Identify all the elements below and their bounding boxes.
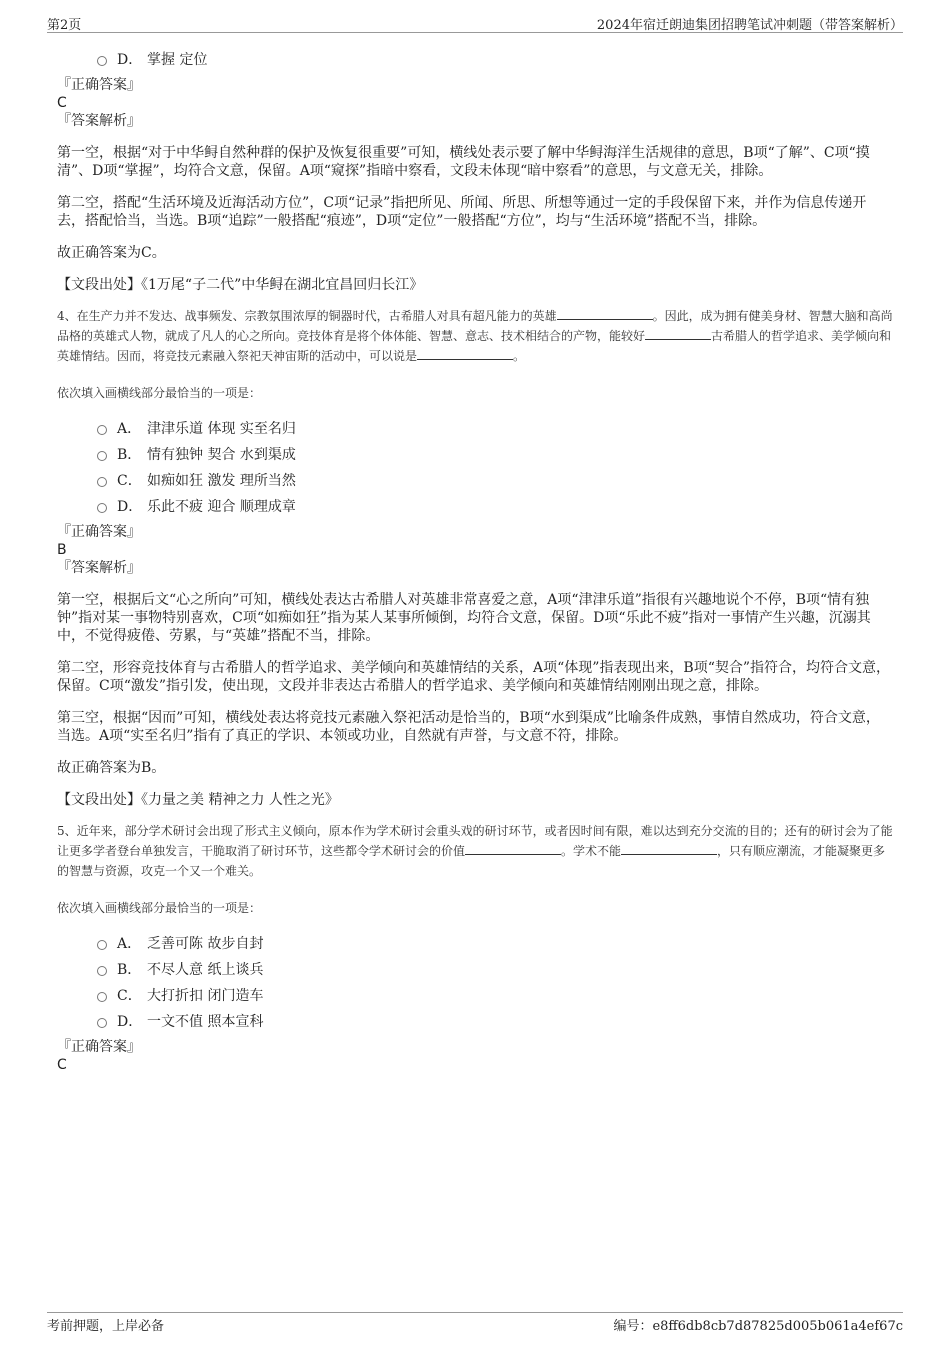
- q5-options: [57, 930, 893, 1034]
- q5-stem: 5、近年来，部分学术研讨会出现了形式主义倾向，原本作为学术研讨会重头戏的研讨环节，或者因时间有限，难以达到充分交流的目的；还有的研讨会为了能让更多学者登台单独发言，干脆取消了研讨环节，这些都令学术研讨会的价值 。学术不能 ，只有顺应潮流，才能凝聚更多的智慧与资源，攻克一个又一个难关。: [57, 824, 893, 878]
- document-id: 编号：e8ff6db8cb7d87825d005b061a4ef67c: [613, 1319, 903, 1334]
- radio-icon[interactable]: [97, 992, 107, 1002]
- q4-source: 【文段出处】《力量之美 精神之力 人性之光》: [57, 792, 339, 808]
- radio-icon[interactable]: [97, 56, 107, 66]
- page-number: 第2页: [47, 18, 82, 33]
- radio-icon[interactable]: [97, 940, 107, 950]
- q4-prompt: 依次填入画横线部分最恰当的一项是：: [57, 386, 262, 400]
- blank-2: [645, 327, 711, 340]
- q4-analysis-4: 故正确答案为B。: [57, 760, 166, 776]
- q4-options: [57, 415, 893, 519]
- analysis-label: 『答案解析』: [57, 560, 141, 576]
- q5-option-d[interactable]: D． 一文不值 照本宣科: [97, 1008, 893, 1034]
- page-footer: [47, 1312, 903, 1334]
- blank-1: [557, 307, 653, 320]
- answer-label: 『正确答案』: [57, 1039, 141, 1055]
- q4-analysis-3: 第三空，根据“因而”可知，横线处表达将竞技元素融入祭祀活动是恰当的，B项“水到渠成”比喻条件成熟，事情自然成功，符合文意，当选。A项“实至名归”指有了真正的学识、本领或功业，自然就有声誉，与文意不符，排除。: [57, 710, 880, 744]
- q5-option-a[interactable]: A． 乏善可陈 故步自封: [97, 930, 893, 956]
- q4-option-c[interactable]: C． 如痴如狂 激发 理所当然: [97, 467, 893, 493]
- q3-source: 【文段出处】《1万尾“子二代”中华鲟在湖北宜昌回归长江》: [57, 277, 424, 293]
- blank-2: [621, 842, 717, 855]
- q3-analysis-2: 第二空，搭配“生活环境及近海活动方位”，C项“记录”指把所见、所闻、所思、所想等通过一定的手段保留下来，并作为信息传递开去，搭配恰当，当选。B项“追踪”一般搭配“痕迹”，D项“定位”一般搭配“方位”，均与“生活环境”搭配不当，排除。: [57, 195, 867, 229]
- footer-slogan: 考前押题，上岸必备: [47, 1319, 165, 1334]
- radio-icon[interactable]: [97, 451, 107, 461]
- q5-answer: C: [57, 1057, 67, 1073]
- q3-analysis-1: 第一空，根据“对于中华鲟自然种群的保护及恢复很重要”可知，横线处表示要了解中华鲟海洋生活规律的意思，B项“了解”、C项“摸清”、D项“掌握”，均符合文意，保留。A项“窥探”指暗中察看，文段未体现“暗中察看”的意思，与文意无关，排除。: [57, 145, 870, 179]
- q4-analysis-2: 第二空，形容竞技体育与古希腊人的哲学追求、美学倾向和英雄情结的关系，A项“体现”指表现出来，B项“契合”指符合，均符合文意，保留。C项“激发”指引发，使出现，文段并非表达古希腊人的哲学追求、美学倾向和英雄情结刚刚出现之意，排除。: [57, 660, 891, 694]
- q5-prompt: 依次填入画横线部分最恰当的一项是：: [57, 901, 262, 915]
- document-content: [57, 46, 893, 1074]
- page-header: [47, 14, 903, 33]
- radio-icon[interactable]: [97, 477, 107, 487]
- q5-option-b[interactable]: B． 不尽人意 纸上谈兵: [97, 956, 893, 982]
- answer-label: 『正确答案』: [57, 77, 141, 93]
- radio-icon[interactable]: [97, 503, 107, 513]
- document-title: 2024年宿迁朗迪集团招聘笔试冲刺题（带答案解析）: [596, 18, 903, 33]
- q4-option-a[interactable]: A． 津津乐道 体现 实至名归: [97, 415, 893, 441]
- q3-option-d[interactable]: D． 掌握 定位: [97, 46, 893, 72]
- q3-analysis-3: 故正确答案为C。: [57, 245, 166, 261]
- q4-answer: B: [57, 542, 67, 558]
- q5-option-c[interactable]: C． 大打折扣 闭门造车: [97, 982, 893, 1008]
- q4-stem: 4、在生产力并不发达、战事频发、宗教氛围浓厚的铜器时代，古希腊人对具有超凡能力的英雄 。因此，成为拥有健美身材、智慧大脑和高尚品格的英雄式人物，就成了凡人的心之所向。竞技体育是将个体体能、智慧、意志、技术相结合的产物，能较好 古希腊人的哲学追求、美学倾向和英雄情结。因而，将竞技元素融入祭祀天神宙斯的活动中，可以说是 。: [57, 309, 893, 363]
- q4-option-d[interactable]: D． 乐此不疲 迎合 顺理成章: [97, 493, 893, 519]
- radio-icon[interactable]: [97, 1018, 107, 1028]
- q4-analysis-1: 第一空，根据后文“心之所向”可知，横线处表达古希腊人对英雄非常喜爱之意，A项“津津乐道”指很有兴趣地说个不停，B项“情有独钟”指对某一事物特别喜欢，C项“如痴如狂”指为某人某事所倾倒，均符合文意，保留。D项“乐此不疲”指对一事情产生兴趣，沉溺其中，不觉得疲倦、劳累，与“英雄”搭配不当，排除。: [57, 592, 871, 644]
- analysis-label: 『答案解析』: [57, 113, 141, 129]
- blank-3: [417, 347, 513, 360]
- q3-answer: C: [57, 95, 67, 111]
- q4-option-b[interactable]: B． 情有独钟 契合 水到渠成: [97, 441, 893, 467]
- answer-label: 『正确答案』: [57, 524, 141, 540]
- radio-icon[interactable]: [97, 425, 107, 435]
- blank-1: [465, 842, 561, 855]
- radio-icon[interactable]: [97, 966, 107, 976]
